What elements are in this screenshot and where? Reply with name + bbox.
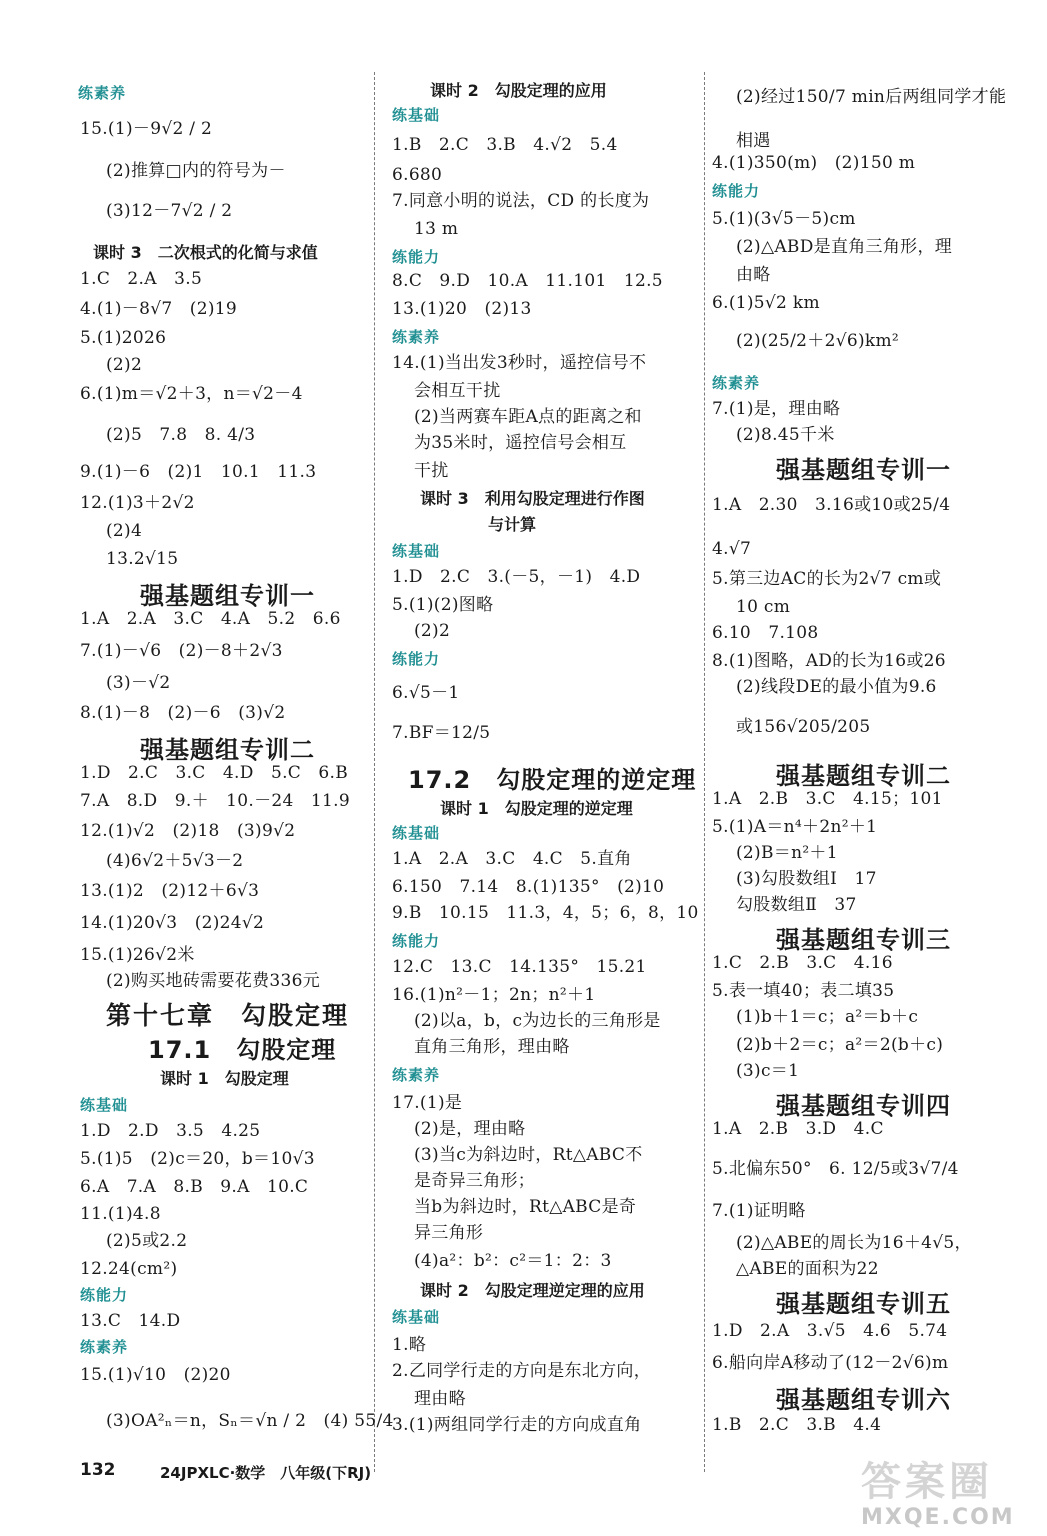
answer-line: (2)△ABD是直角三角形，理 [736, 237, 953, 257]
answer-line: 5.(1)5 (2)c＝20，b＝10√3 [80, 1149, 315, 1169]
answer-line: 5.表一填40；表二填35 [712, 981, 895, 1001]
answer-line: 1.B 2.C 3.B 4.4 [712, 1415, 882, 1435]
answer-line: 2.乙同学行走的方向是东北方向， [392, 1361, 652, 1381]
answer-line: (2)经过150/7 min后两组同学才能 [736, 87, 1007, 107]
answer-line: 干扰 [414, 461, 449, 481]
answer-line: 当b为斜边时，Rt△ABC是奇 [414, 1197, 637, 1217]
topic-heading: 强基题组专训二 [140, 736, 315, 764]
answer-line: (2)是，理由略 [414, 1119, 526, 1139]
answer-line: 1.D 2.D 3.5 4.25 [80, 1121, 261, 1141]
answer-line: 16.(1)n²－1；2n；n²＋1 [392, 985, 596, 1005]
section-label: 练能力 [80, 1286, 129, 1304]
answer-line: (2)B＝n²＋1 [736, 843, 838, 863]
topic-heading: 强基题组专训二 [776, 762, 951, 790]
answer-line: (2)8.45千米 [736, 425, 835, 445]
topic-heading: 17.2 勾股定理的逆定理 [408, 766, 697, 794]
answer-line: 14.(1)20√3 (2)24√2 [80, 913, 265, 933]
lesson-heading: 与计算 [488, 515, 537, 534]
column-divider-2 [704, 72, 705, 1472]
answer-line: (3)勾股数组Ⅰ 17 [736, 869, 877, 889]
section-label: 练能力 [712, 182, 761, 200]
section-label: 练基础 [392, 542, 441, 560]
answer-line: 会相互干扰 [414, 381, 501, 401]
lesson-heading: 课时 3 二次根式的化简与求值 [93, 243, 318, 262]
answer-line: 13.C 14.D [80, 1311, 181, 1331]
answer-line: 1.D 2.A 3.√5 4.6 5.74 [712, 1321, 948, 1341]
section-label: 练基础 [80, 1096, 129, 1114]
answer-line: 1.D 2.C 3.(－5，－1) 4.D [392, 567, 641, 587]
answer-line: 12.24(cm²) [80, 1259, 178, 1279]
answer-line: (2)△ABE的周长为16＋4√5， [736, 1233, 972, 1253]
topic-heading: 17.1 勾股定理 [148, 1036, 337, 1064]
answer-line: 6.(1)5√2 km [712, 293, 820, 313]
watermark-logo: 答案圈 [861, 1459, 993, 1505]
book-series-label: 24JPXLC·数学 八年级(下RJ) [160, 1464, 372, 1482]
answer-line: 5.(1)(3√5－5)cm [712, 209, 856, 229]
answer-line: 或156√205/205 [736, 717, 871, 737]
answer-line: 1.B 2.C 3.B 4.√2 5.4 [392, 135, 618, 155]
answer-line: 4.√7 [712, 539, 752, 559]
answer-line: (2)5或2.2 [106, 1231, 188, 1251]
answer-line: (2)推算□内的符号为－ [106, 161, 286, 181]
answer-line: 6.(1)m＝√2＋3，n＝√2－4 [80, 384, 303, 404]
answer-line: 是奇异三角形； [414, 1171, 536, 1191]
lesson-heading: 课时 1 勾股定理 [160, 1069, 289, 1088]
answer-line: 5.(1)A＝n⁴＋2n²＋1 [712, 817, 878, 837]
answer-line: 1.A 2.B 3.D 4.C [712, 1119, 884, 1139]
answer-line: (1)b＋1＝c；a²＝b＋c [736, 1007, 919, 1027]
section-label: 练能力 [392, 248, 441, 266]
answer-line: 13.2√15 [106, 549, 179, 569]
answer-line: 11.(1)4.8 [80, 1204, 161, 1224]
topic-heading: 强基题组专训一 [140, 582, 315, 610]
section-label: 练素养 [392, 1066, 441, 1084]
answer-line: (2)当两赛车距A点的距离之和 [414, 407, 642, 427]
answer-line: 12.(1)√2 (2)18 (3)9√2 [80, 821, 296, 841]
answer-line: (2)4 [106, 521, 143, 541]
answer-line: 7.(1)证明略 [712, 1201, 806, 1221]
answer-line: 7.(1)是，理由略 [712, 399, 841, 419]
answer-line: 5.第三边AC的长为2√7 cm或 [712, 569, 942, 589]
answer-line: 7.BF＝12/5 [392, 723, 491, 743]
answer-line: (3)当c为斜边时，Rt△ABC不 [414, 1145, 643, 1165]
answer-line: 5.北偏东50° 6. 12/5或3√7/4 [712, 1159, 959, 1179]
lesson-heading: 课时 1 勾股定理的逆定理 [440, 799, 633, 818]
answer-line: 1.A 2.A 3.C 4.A 5.2 6.6 [80, 609, 341, 629]
answer-line: (2)2 [106, 355, 143, 375]
answer-line: 1.A 2.A 3.C 4.C 5.直角 [392, 849, 632, 869]
section-label: 练素养 [712, 374, 761, 392]
answer-line: △ABE的面积为22 [736, 1259, 879, 1279]
answer-line: (3)c＝1 [736, 1061, 800, 1081]
answer-line: 15.(1)√10 (2)20 [80, 1365, 231, 1385]
answer-line: 相遇 [736, 131, 771, 151]
answer-line: 6.680 [392, 165, 443, 185]
column-divider-1 [374, 72, 375, 1472]
answer-line: 15.(1)－9√2 / 2 [80, 119, 213, 139]
answer-line: 10 cm [736, 597, 791, 617]
section-label: 练能力 [392, 650, 441, 668]
answer-line: (3)OA²ₙ＝n，Sₙ＝√n / 2 (4) 55/4 [106, 1411, 394, 1431]
answer-line: 8.(1)－8 (2)－6 (3)√2 [80, 703, 286, 723]
answer-line: 6.A 7.A 8.B 9.A 10.C [80, 1177, 309, 1197]
answer-line: 3.(1)两组同学行走的方向成直角 [392, 1415, 642, 1435]
answer-line: (3)12－7√2 / 2 [106, 201, 233, 221]
answer-line: 由略 [736, 265, 771, 285]
page-number: 132 [80, 1460, 116, 1480]
answer-line: 8.C 9.D 10.A 11.101 12.5 [392, 271, 663, 291]
lesson-heading: 课时 2 勾股定理的应用 [430, 81, 607, 100]
answer-line: 理由略 [414, 1389, 466, 1409]
answer-line: 6.150 7.14 8.(1)135° (2)10 [392, 877, 665, 897]
topic-heading: 强基题组专训一 [776, 456, 951, 484]
answer-line: 6.船向岸A移动了(12－2√6)m [712, 1353, 949, 1373]
section-label: 练基础 [392, 106, 441, 124]
answer-line: 异三角形 [414, 1223, 484, 1243]
answer-line: 勾股数组Ⅱ 37 [736, 895, 857, 915]
answer-line: 1.C 2.A 3.5 [80, 269, 203, 289]
lesson-heading: 课时 2 勾股定理逆定理的应用 [420, 1281, 645, 1300]
watermark-url: MXQE.COM [861, 1505, 1015, 1530]
chapter-heading: 第十七章 勾股定理 [106, 1001, 350, 1030]
answer-line: 1.D 2.C 3.C 4.D 5.C 6.B [80, 763, 348, 783]
answer-line: 14.(1)当出发3秒时，遥控信号不 [392, 353, 647, 373]
answer-line: 9.B 10.15 11.3，4，5；6，8，10 [392, 903, 699, 923]
answer-line: 7.同意小明的说法，CD 的长度为 [392, 191, 650, 211]
section-label: 练能力 [392, 932, 441, 950]
answer-line: 17.(1)是 [392, 1093, 463, 1113]
answer-line: 直角三角形，理由略 [414, 1037, 570, 1057]
answer-line: (2)线段DE的最小值为9.6 [736, 677, 937, 697]
answer-line: 1.A 2.30 3.16或10或25/4 [712, 495, 951, 515]
answer-line: (2)b＋2＝c；a²＝2(b＋c) [736, 1035, 944, 1055]
answer-line: 1.A 2.B 3.C 4.15；101 [712, 789, 943, 809]
answer-line: 8.(1)图略，AD的长为16或26 [712, 651, 946, 671]
answer-line: (2)2 [414, 621, 451, 641]
topic-heading: 强基题组专训三 [776, 926, 951, 954]
section-label: 练素养 [78, 84, 127, 102]
lesson-heading: 课时 3 利用勾股定理进行作图 [420, 489, 645, 508]
answer-line: 7.(1)－√6 (2)－8＋2√3 [80, 641, 283, 661]
topic-heading: 强基题组专训五 [776, 1290, 951, 1318]
section-label: 练基础 [392, 1308, 441, 1326]
topic-heading: 强基题组专训六 [776, 1386, 951, 1414]
topic-heading: 强基题组专训四 [776, 1092, 951, 1120]
answer-line: 为35米时，遥控信号会相互 [414, 433, 627, 453]
answer-line: 7.A 8.D 9.＋ 10.－24 11.9 [80, 791, 350, 811]
answer-line: 4.(1)－8√7 (2)19 [80, 299, 237, 319]
answer-line: 13 m [414, 219, 459, 239]
answer-line: (2)5 7.8 8. 4/3 [106, 425, 256, 445]
section-label: 练素养 [80, 1338, 129, 1356]
answer-line: (2)购买地砖需要花费336元 [106, 971, 321, 991]
answer-line: 12.(1)3＋2√2 [80, 493, 195, 513]
answer-line: 1.略 [392, 1335, 427, 1355]
section-label: 练基础 [392, 824, 441, 842]
answer-line: (3)－√2 [106, 673, 171, 693]
answer-line: 15.(1)26√2米 [80, 945, 195, 965]
answer-line: 13.(1)20 (2)13 [392, 299, 532, 319]
answer-line: (4)6√2＋5√3－2 [106, 851, 244, 871]
watermark [861, 1450, 1041, 1530]
answer-line: 1.C 2.B 3.C 4.16 [712, 953, 893, 973]
answer-line: (2)以a，b，c为边长的三角形是 [414, 1011, 661, 1031]
answer-line: 13.(1)2 (2)12＋6√3 [80, 881, 260, 901]
answer-line: 6.√5－1 [392, 683, 460, 703]
answer-line: 5.(1)2026 [80, 328, 167, 348]
answer-line: 9.(1)－6 (2)1 10.1 11.3 [80, 462, 317, 482]
answer-line: (2)(25/2＋2√6)km² [736, 331, 900, 351]
answer-line: 6.10 7.108 [712, 623, 819, 643]
section-label: 练素养 [392, 328, 441, 346]
answer-line: (4)a²：b²：c²＝1：2：3 [414, 1251, 612, 1271]
answer-line: 4.(1)350(m) (2)150 m [712, 153, 916, 173]
answer-line: 12.C 13.C 14.135° 15.21 [392, 957, 647, 977]
answer-line: 5.(1)(2)图略 [392, 595, 494, 615]
